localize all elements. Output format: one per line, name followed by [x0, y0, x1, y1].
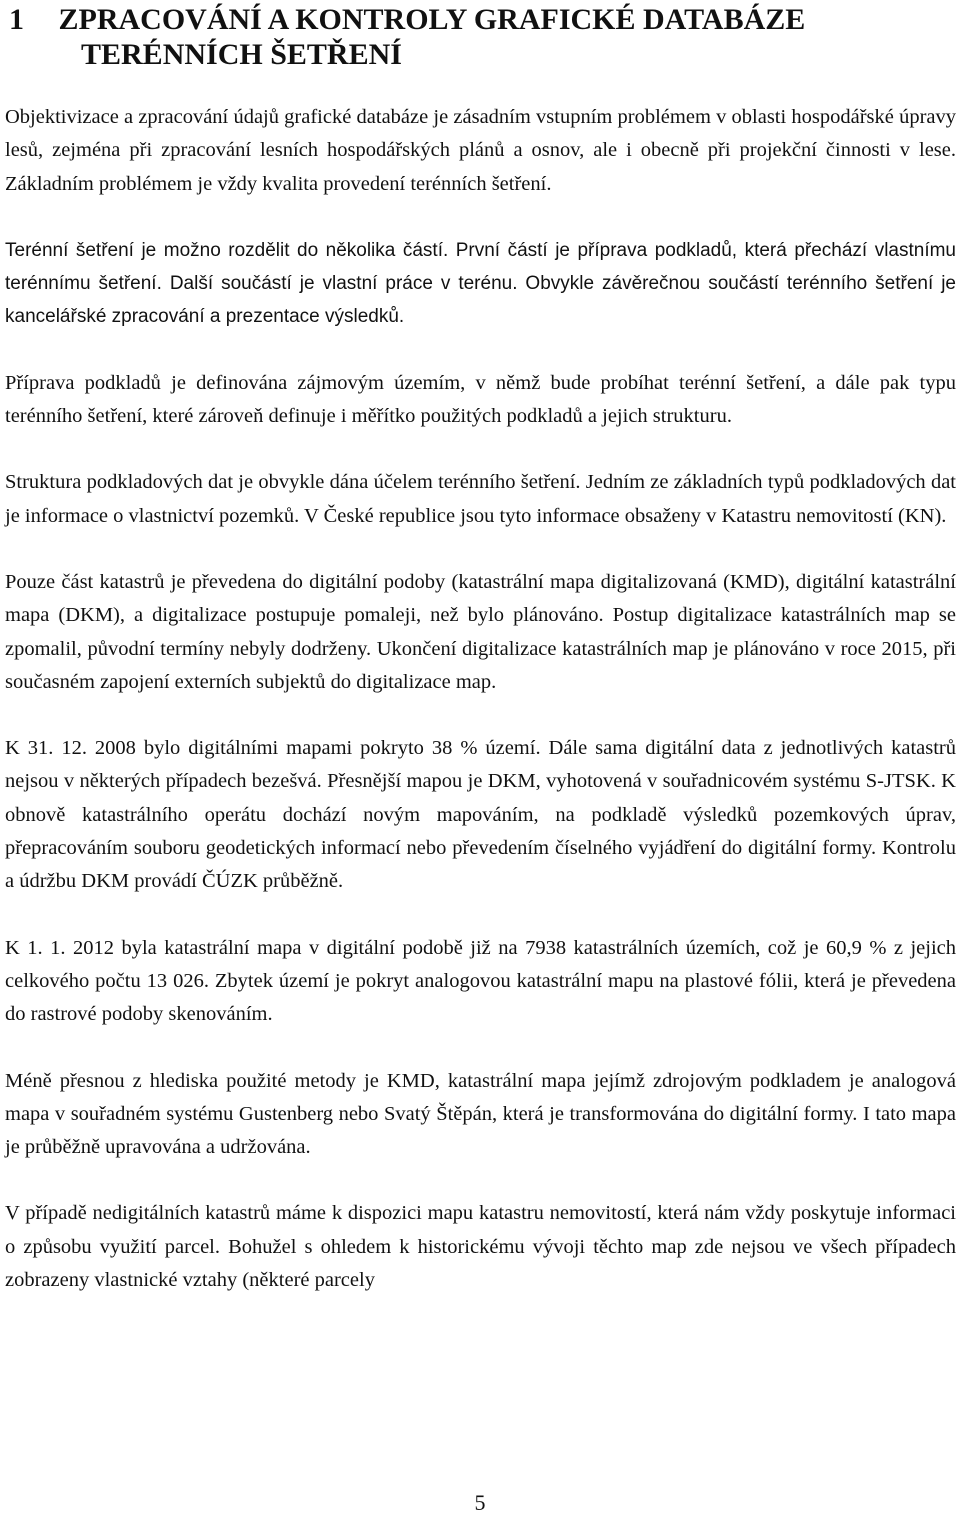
paragraph: K 1. 1. 2012 byla katastrální mapa v digitální podobě již na 7938 katastrálních územích, což je 60,9 % z jejich celkového počtu 13 026. Zbytek území je pokryt analogovou katastrální mapu na plastové fólii, která je převedena do rastrové podoby skenováním. [5, 936, 956, 1026]
chapter-title-line-1: ZPRACOVÁNÍ A KONTROLY GRAFICKÉ DATABÁZE [58, 3, 806, 36]
paragraph: Struktura podkladových dat je obvykle dána účelem terénního šetření. Jedním ze základních typů podkladových dat je informace o vlastnictví pozemků. V České republice jsou tyto informace obsaženy v Katastru nemovitostí (KN). [5, 471, 956, 527]
chapter-number: 1 [9, 3, 24, 36]
chapter-heading [9, 2, 949, 72]
paragraph: Objektivizace a zpracování údajů grafické databáze je zásadním vstupním problémem v oblasti hospodářské úpravy lesů, zejména při zpracování lesních hospodářských plánů a osnov, ale i obecně při projekční činnosti v lese. Základním problémem je vždy kvalita provedení terénních šetření. [5, 106, 956, 195]
paragraph: Terénní šetření je možno rozdělit do několika částí. První částí je příprava podkladů, která přechází vlastnímu terénnímu šetření. Další součástí je vlastní práce v terénu. Obvykle závěrečnou součástí terénního šetření je kancelářské zpracování a prezentace výsledků. [5, 239, 956, 328]
chapter-title-line-2: TERÉNNÍCH ŠETŘENÍ [81, 38, 402, 71]
paragraph: Méně přesnou z hlediska použité metody je KMD, katastrální mapa jejímž zdrojovým podkladem je analogová mapa v souřadném systému Gustenberg nebo Svatý Štěpán, která je transformována do digitální formy. I tato mapa je průběžně upravována a udržována. [5, 1069, 956, 1159]
body-text [5, 101, 956, 1330]
paragraph: Příprava podkladů je definována zájmovým územím, v němž bude probíhat terénní šetření, a dále pak typu terénního šetření, které zároveň definuje i měřítko použitých podkladů a jejich strukturu. [5, 371, 956, 428]
page-number: 5 [474, 1490, 486, 1515]
paragraph: K 31. 12. 2008 bylo digitálními mapami pokryto 38 % území. Dále sama digitální data z jednotlivých katastrů nejsou v některých případech bezešvá. Přesnější mapou je DKM, vyhotovená v souřadnicovém systému S-JTSK. K obnově katastrálního operátu dochází novým mapováním, na podkladě výsledků pozemkových úprav, přepracováním souboru geodetických informací nebo převedením číselného vyjádření do digitální formy. Kontrolu a údržbu DKM provádí ČÚZK průběžně. [5, 737, 956, 893]
paragraph: V případě nedigitálních katastrů máme k dispozici mapu katastru nemovitostí, která nám vždy poskytuje informaci o způsobu využití parcel. Bohužel s ohledem k historickému vývoji těchto map zde nejsou ve všech případech zobrazeny vlastnické vztahy (některé parcely [5, 1202, 956, 1292]
paragraph: Pouze část katastrů je převedena do digitální podoby (katastrální mapa digitalizovaná (KMD), digitální katastrální mapa (DKM), a digitalizace postupuje pomaleji, než bylo plánováno. Postup digitalizace katastrálních map se zpomalil, původní termíny nebyly dodrženy. Ukončení digitalizace katastrálních map je plánováno v roce 2015, při současném zapojení externích subjektů do digitalizace map. [5, 570, 956, 693]
